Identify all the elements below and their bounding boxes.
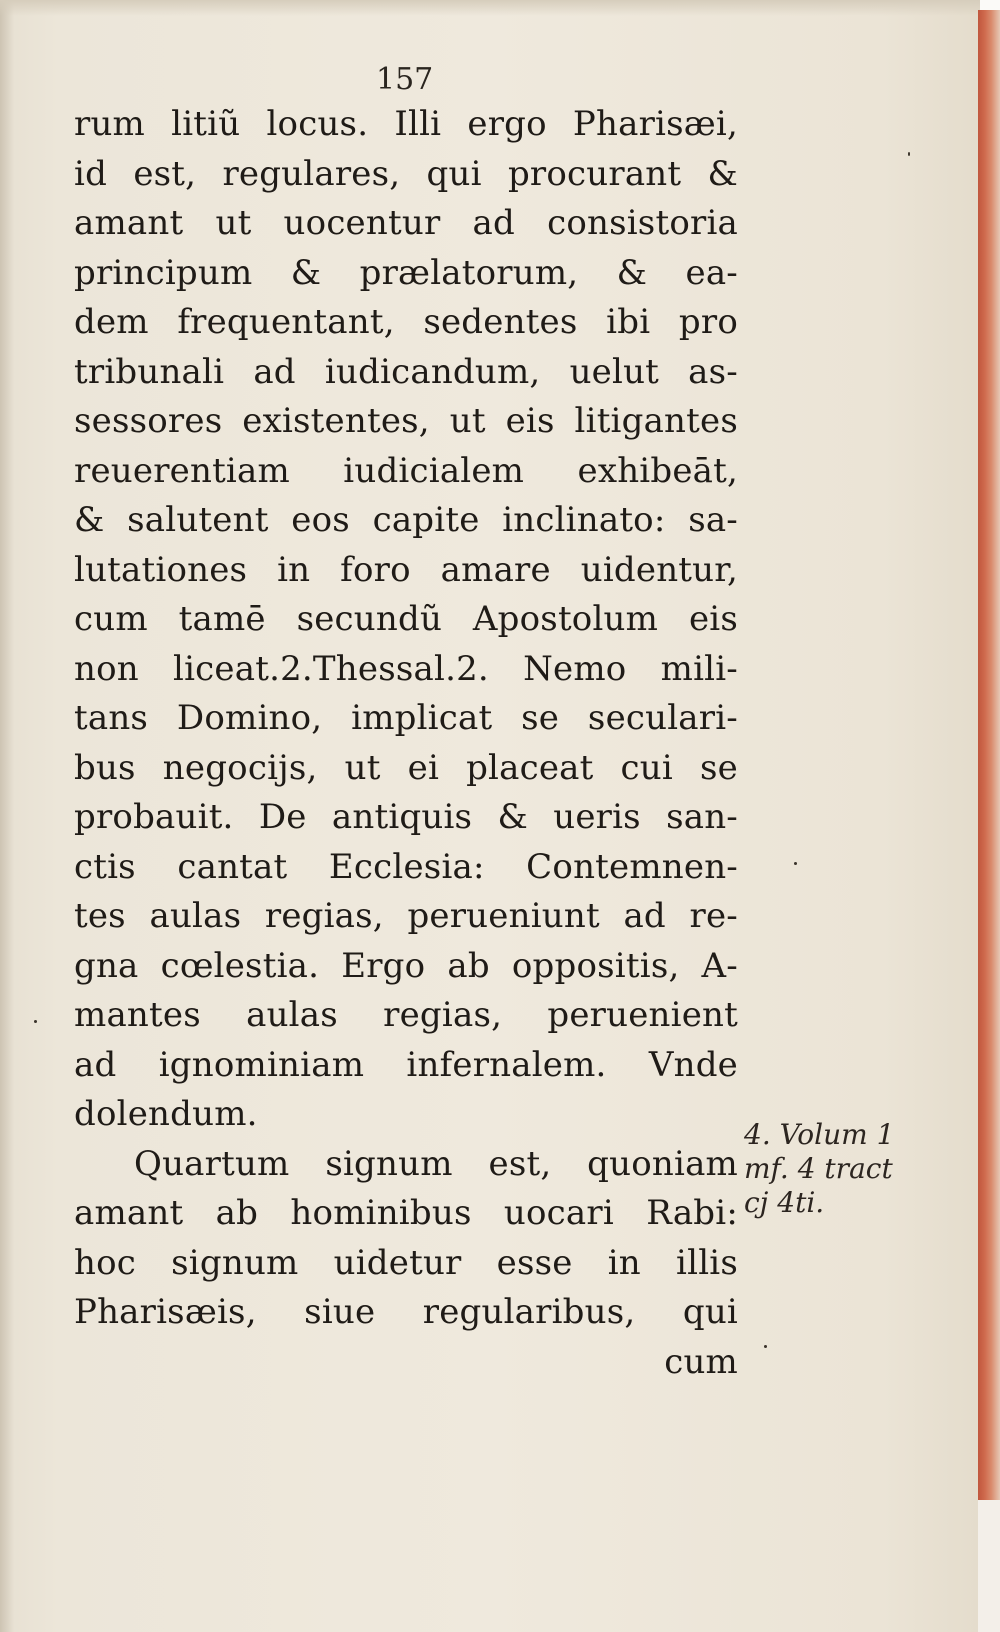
page-number: 157 xyxy=(376,62,434,97)
text-line: gna cœlestia. Ergo ab oppositis, A- xyxy=(74,945,738,986)
text-line: tans Domino, implicat se seculari- xyxy=(74,698,738,738)
margin-note-line: mf. 4 tract xyxy=(744,1152,893,1185)
text-line: Pharisæis, siue regularibus, qui xyxy=(74,1292,738,1332)
text-line: rum litiũ locus. Illi ergo Pharisæi, xyxy=(74,104,738,144)
text-line: tribunali ad iudicandum, uelut as- xyxy=(74,351,738,392)
text-line: & salutent eos capite inclinato: sa- xyxy=(74,500,738,540)
text-line: ad ignominiam infernalem. Vnde xyxy=(74,1044,738,1085)
text-line: cum tamē secundũ Apostolum eis xyxy=(74,599,738,639)
text-line: non liceat.2.Thessal.2. Nemo mili- xyxy=(74,648,738,689)
gutter-shadow xyxy=(0,0,14,1632)
text-line: principum & prælatorum, & ea- xyxy=(74,252,738,293)
text-line: probauit. De antiquis & ueris san- xyxy=(74,797,738,837)
text-line: ctis cantat Ecclesia: Contemnen- xyxy=(74,846,738,887)
paragraph-start-line: Quartum signum est, quoniam xyxy=(134,1143,738,1184)
margin-note-line: cj 4ti. xyxy=(744,1186,825,1219)
text-line: id est, regulares, qui procurant & xyxy=(74,153,738,194)
text-line: amant ab hominibus uocari Rabi: xyxy=(74,1193,738,1233)
text-line: reuerentiam iudicialem exhibeāt, xyxy=(74,450,738,491)
text-line: sessores existentes, ut eis litigantes xyxy=(74,401,738,441)
red-page-edge xyxy=(978,10,1000,1500)
text-line: amant ut uocentur ad consistoria xyxy=(74,203,738,243)
body-text xyxy=(74,100,738,1387)
text-line: lutationes in foro amare uidentur, xyxy=(74,549,738,590)
text-line: dolendum. xyxy=(74,1094,258,1134)
text-line: dem frequentant, sedentes ibi pro xyxy=(74,302,738,342)
text-line: bus negocijs, ut ei placeat cui se xyxy=(74,747,738,788)
ink-speck xyxy=(764,1345,767,1348)
catchword: cum xyxy=(664,1341,738,1382)
page-edge-bottom xyxy=(978,1500,1000,1632)
ink-speck xyxy=(34,1020,37,1023)
top-edge-shadow xyxy=(0,0,980,16)
ink-speck xyxy=(794,862,797,865)
ink-speck xyxy=(908,152,910,156)
handwritten-margin-note xyxy=(744,1118,980,1220)
text-line: tes aulas regias, perueniunt ad re- xyxy=(74,896,738,936)
text-line: hoc signum uidetur esse in illis xyxy=(74,1242,738,1283)
margin-note-line: 4. Volum 1 xyxy=(744,1118,895,1151)
text-line: mantes aulas regias, peruenient xyxy=(74,995,738,1035)
